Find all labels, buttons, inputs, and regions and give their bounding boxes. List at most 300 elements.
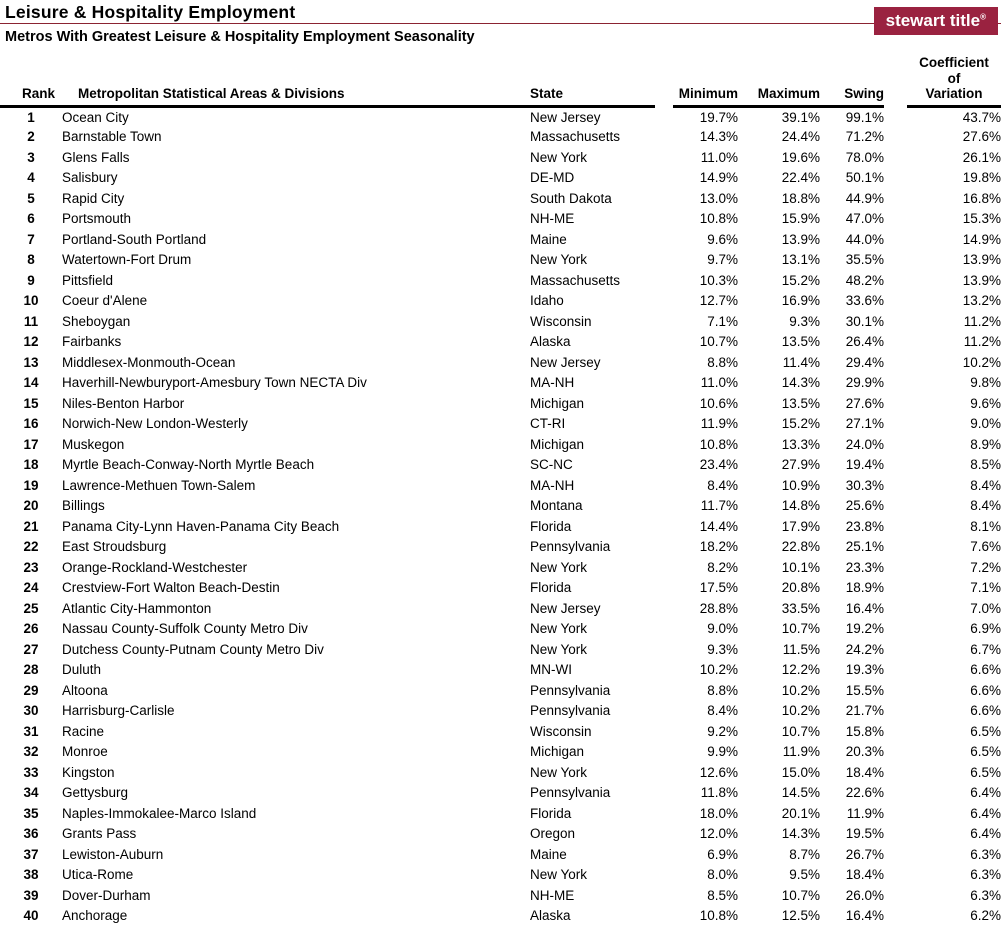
metro-cell: Utica-Rome [62,867,134,883]
metro-cell: Niles-Benton Harbor [62,395,185,411]
spacer-cell [884,352,907,373]
swing-cell: 30.3% [845,477,884,493]
metro-cell: Duluth [62,662,102,678]
metro-cell: Middlesex-Monmouth-Ocean [62,354,236,370]
rank-cell: 17 [23,436,39,452]
rank-cell: 7 [27,231,35,247]
rank-cell: 16 [23,416,39,432]
metro-cell: Harrisburg-Carlisle [62,703,175,719]
spacer-cell [655,906,673,927]
spacer-cell [655,598,673,619]
metro-cell: Portland-South Portland [62,231,207,247]
metro-cell: Ocean City [62,109,129,125]
maximum-cell: 9.5% [789,867,820,883]
rank-cell: 13 [23,354,39,370]
spacer-cell [884,598,907,619]
swing-cell: 22.6% [845,785,884,801]
table-row [0,209,1001,230]
minimum-cell: 10.8% [699,436,738,452]
state-cell: Alaska [530,334,571,350]
table-row [0,147,1001,168]
maximum-cell: 13.5% [781,395,820,411]
swing-cell: 20.3% [845,744,884,760]
spacer-cell [884,680,907,701]
state-cell: New York [530,252,588,268]
maximum-cell: 10.7% [781,723,820,739]
state-cell: CT-RI [530,416,566,432]
spacer-cell [884,844,907,865]
coefficient-of-variation-cell: 9.0% [970,416,1001,432]
table-row [0,762,1001,783]
swing-cell: 24.0% [845,436,884,452]
rank-cell: 8 [27,252,35,268]
spacer-cell [884,147,907,168]
spacer-cell [655,844,673,865]
table-row [0,906,1001,927]
coefficient-of-variation-cell: 8.9% [970,436,1001,452]
spacer-cell [655,434,673,455]
table-row [0,639,1001,660]
maximum-cell: 13.9% [781,231,820,247]
maximum-cell: 20.8% [781,580,820,596]
table-row [0,783,1001,804]
state-cell: New York [530,621,588,637]
coefficient-of-variation-cell: 6.4% [970,826,1001,842]
title-rule [0,23,1001,24]
minimum-cell: 10.8% [699,908,738,924]
table-row [0,127,1001,148]
metro-cell: Panama City-Lynn Haven-Panama City Beach [62,518,340,534]
table-row [0,578,1001,599]
metro-cell: East Stroudsburg [62,539,167,555]
metro-cell: Salisbury [62,170,118,186]
coefficient-of-variation-cell: 26.1% [962,149,1001,165]
coefficient-of-variation-cell: 43.7% [962,109,1001,125]
rank-cell: 4 [27,170,35,186]
metro-cell: Dutchess County-Putnam County Metro Div [62,641,324,657]
minimum-cell: 10.6% [699,395,738,411]
rank-cell: 5 [27,190,35,206]
spacer-cell [655,147,673,168]
spacer-cell [884,496,907,517]
table-row [0,865,1001,886]
state-cell: Wisconsin [530,723,592,739]
spacer-cell [884,578,907,599]
swing-cell: 29.4% [845,354,884,370]
coefficient-of-variation-cell: 11.2% [963,313,1001,329]
swing-cell: 19.3% [845,662,884,678]
spacer-cell [884,557,907,578]
coefficient-of-variation-cell: 8.4% [970,477,1001,493]
spacer-cell [884,127,907,148]
swing-cell: 71.2% [845,129,884,145]
table-header [0,46,1001,106]
swing-cell: 47.0% [845,211,884,227]
maximum-cell: 13.3% [781,436,820,452]
metro-cell: Lawrence-Methuen Town-Salem [62,477,256,493]
metro-cell: Rapid City [62,190,125,206]
coefficient-of-variation-cell: 11.2% [963,334,1001,350]
spacer-cell [884,721,907,742]
header-spacer [655,46,673,106]
spacer-cell [884,434,907,455]
spacer-cell [655,557,673,578]
swing-cell: 44.0% [845,231,884,247]
maximum-cell: 16.9% [781,293,820,309]
state-cell: South Dakota [530,190,612,206]
coefficient-of-variation-cell: 6.6% [970,703,1001,719]
metro-cell: Orange-Rockland-Westchester [62,559,248,575]
spacer-cell [884,516,907,537]
swing-cell: 78.0% [845,149,884,165]
maximum-cell: 14.8% [781,498,820,514]
state-cell: New York [530,149,588,165]
rank-cell: 22 [23,539,39,555]
minimum-cell: 11.0% [700,149,738,165]
rank-cell: 36 [23,826,39,842]
swing-cell: 29.9% [845,375,884,391]
spacer-cell [655,803,673,824]
minimum-cell: 8.2% [707,559,738,575]
coefficient-of-variation-cell: 9.6% [970,395,1001,411]
state-cell: Massachusetts [530,272,621,288]
metro-cell: Muskegon [62,436,125,452]
minimum-cell: 9.2% [707,723,738,739]
state-cell: Michigan [530,395,585,411]
state-cell: Wisconsin [530,313,592,329]
maximum-cell: 10.7% [781,887,820,903]
swing-cell: 33.6% [845,293,884,309]
state-cell: Florida [530,518,572,534]
spacer-cell [655,885,673,906]
col-header-metro: Metropolitan Statistical Areas & Divisions [62,46,530,106]
spacer-cell [655,209,673,230]
metro-cell: Altoona [62,682,108,698]
metro-cell: Kingston [62,764,115,780]
state-cell: Pennsylvania [530,682,611,698]
maximum-cell: 10.2% [781,682,820,698]
cov-header-line2: of [947,70,961,86]
coefficient-of-variation-cell: 27.6% [962,129,1001,145]
maximum-cell: 15.9% [781,211,820,227]
page-title: Leisure & Hospitality Employment [5,2,296,22]
metro-cell: Dover-Durham [62,887,151,903]
coefficient-of-variation-cell: 14.9% [962,231,1001,247]
spacer-cell [884,762,907,783]
spacer-cell [655,639,673,660]
metro-cell: Norwich-New London-Westerly [62,416,248,432]
coefficient-of-variation-cell: 6.6% [970,662,1001,678]
coefficient-of-variation-cell: 13.9% [962,252,1001,268]
maximum-cell: 13.1% [781,252,820,268]
spacer-cell [884,639,907,660]
swing-cell: 26.7% [845,846,884,862]
spacer-cell [655,742,673,763]
maximum-cell: 15.2% [781,272,820,288]
swing-cell: 26.4% [845,334,884,350]
swing-cell: 24.2% [845,641,884,657]
spacer-cell [655,270,673,291]
metro-cell: Nassau County-Suffolk County Metro Div [62,621,308,637]
minimum-cell: 23.4% [699,457,738,473]
rank-cell: 32 [23,744,39,760]
table-row [0,598,1001,619]
metro-cell: Racine [62,723,105,739]
state-cell: New York [530,867,588,883]
swing-cell: 11.9% [846,805,884,821]
maximum-cell: 10.2% [781,703,820,719]
swing-cell: 99.1% [845,109,884,125]
spacer-cell [884,270,907,291]
spacer-cell [884,311,907,332]
table-row [0,844,1001,865]
minimum-cell: 10.7% [699,334,738,350]
spacer-cell [884,824,907,845]
spacer-cell [655,516,673,537]
coefficient-of-variation-cell: 6.7% [970,641,1001,657]
spacer-cell [655,291,673,312]
state-cell: Pennsylvania [530,703,611,719]
spacer-cell [655,414,673,435]
coefficient-of-variation-cell: 6.5% [970,744,1001,760]
metro-cell: Billings [62,498,105,514]
spacer-cell [655,127,673,148]
spacer-cell [655,660,673,681]
maximum-cell: 12.2% [781,662,820,678]
table-row [0,721,1001,742]
minimum-cell: 9.7% [707,252,738,268]
spacer-cell [884,803,907,824]
table-row [0,311,1001,332]
rank-cell: 1 [27,109,35,125]
metro-cell: Coeur d'Alene [62,293,148,309]
coefficient-of-variation-cell: 7.2% [970,559,1001,575]
spacer-cell [655,865,673,886]
state-cell: SC-NC [530,457,573,473]
rank-cell: 38 [23,867,39,883]
swing-cell: 35.5% [845,252,884,268]
table-row [0,496,1001,517]
spacer-cell [655,762,673,783]
table-row [0,455,1001,476]
swing-cell: 23.3% [845,559,884,575]
table-body [0,106,1001,926]
coefficient-of-variation-cell: 6.5% [970,723,1001,739]
swing-cell: 44.9% [845,190,884,206]
spacer-cell [655,701,673,722]
minimum-cell: 6.9% [707,846,738,862]
maximum-cell: 12.5% [781,908,820,924]
spacer-cell [884,250,907,271]
rank-cell: 6 [27,211,35,227]
minimum-cell: 19.7% [699,109,738,125]
rank-cell: 39 [23,887,39,903]
coefficient-of-variation-cell: 6.9% [970,621,1001,637]
rank-cell: 24 [23,580,39,596]
swing-cell: 23.8% [845,518,884,534]
rank-cell: 37 [23,846,39,862]
swing-cell: 25.6% [845,498,884,514]
rank-cell: 30 [23,703,39,719]
rank-cell: 25 [23,600,39,616]
cov-header-line3: Variation [925,86,983,101]
table-row [0,352,1001,373]
maximum-cell: 27.9% [781,457,820,473]
coefficient-of-variation-cell: 8.5% [970,457,1001,473]
rank-cell: 21 [23,518,39,534]
col-header-minimum: Minimum [673,46,738,106]
state-cell: New Jersey [530,354,601,370]
rank-cell: 28 [23,662,39,678]
rank-cell: 11 [23,313,39,329]
metro-cell: Gettysburg [62,785,129,801]
maximum-cell: 11.5% [782,641,820,657]
minimum-cell: 8.8% [707,682,738,698]
minimum-cell: 12.0% [699,826,738,842]
table-row [0,885,1001,906]
minimum-cell: 11.8% [700,785,738,801]
rank-cell: 35 [23,805,39,821]
spacer-cell [884,475,907,496]
rank-cell: 23 [23,559,39,575]
spacer-cell [884,455,907,476]
coefficient-of-variation-cell: 6.3% [970,846,1001,862]
seasonality-table [0,46,1001,926]
spacer-cell [884,701,907,722]
coefficient-of-variation-cell: 16.8% [962,190,1001,206]
spacer-cell [884,229,907,250]
spacer-cell [655,106,673,127]
spacer-cell [884,373,907,394]
report-page [0,2,1001,933]
spacer-cell [655,578,673,599]
metro-cell: Sheboygan [62,313,131,329]
coefficient-of-variation-cell: 9.8% [970,375,1001,391]
coefficient-of-variation-cell: 13.9% [962,272,1001,288]
minimum-cell: 11.7% [700,498,738,514]
minimum-cell: 18.0% [699,805,738,821]
table-row [0,106,1001,127]
coefficient-of-variation-cell: 6.5% [970,764,1001,780]
minimum-cell: 10.2% [699,662,738,678]
table-row [0,229,1001,250]
col-header-coefficient-of-variation [907,46,1001,106]
state-cell: Oregon [530,826,576,842]
maximum-cell: 24.4% [781,129,820,145]
minimum-cell: 7.1% [707,313,738,329]
maximum-cell: 10.1% [781,559,820,575]
rank-cell: 40 [23,908,39,924]
metro-cell: Naples-Immokalee-Marco Island [62,805,257,821]
state-cell: Pennsylvania [530,539,611,555]
rank-cell: 33 [23,764,39,780]
table-row [0,373,1001,394]
table-row [0,393,1001,414]
spacer-cell [655,721,673,742]
spacer-cell [655,455,673,476]
spacer-cell [655,783,673,804]
spacer-cell [884,619,907,640]
maximum-cell: 11.4% [782,354,820,370]
minimum-cell: 8.8% [707,354,738,370]
table-row [0,168,1001,189]
coefficient-of-variation-cell: 6.3% [970,867,1001,883]
spacer-cell [655,332,673,353]
swing-cell: 15.8% [845,723,884,739]
spacer-cell [655,393,673,414]
coefficient-of-variation-cell: 7.0% [970,600,1001,616]
minimum-cell: 9.0% [707,621,738,637]
state-cell: DE-MD [530,170,575,186]
swing-cell: 18.4% [845,867,884,883]
metro-cell: Glens Falls [62,149,130,165]
spacer-cell [655,824,673,845]
maximum-cell: 13.5% [781,334,820,350]
table-row [0,270,1001,291]
table-row [0,475,1001,496]
spacer-cell [884,209,907,230]
spacer-cell [655,168,673,189]
stewart-title-logo [874,7,998,35]
header-spacer [884,46,907,106]
minimum-cell: 14.4% [699,518,738,534]
swing-cell: 19.4% [845,457,884,473]
maximum-cell: 19.6% [781,149,820,165]
coefficient-of-variation-cell: 15.3% [962,211,1001,227]
maximum-cell: 14.3% [781,826,820,842]
spacer-cell [884,906,907,927]
minimum-cell: 28.8% [699,600,738,616]
spacer-cell [655,475,673,496]
coefficient-of-variation-cell: 6.4% [970,785,1001,801]
spacer-cell [655,680,673,701]
metro-cell: Crestview-Fort Walton Beach-Destin [62,580,280,596]
table-row [0,291,1001,312]
state-cell: New York [530,559,588,575]
state-cell: New Jersey [530,600,601,616]
spacer-cell [884,783,907,804]
maximum-cell: 33.5% [781,600,820,616]
table-row [0,803,1001,824]
table-row [0,434,1001,455]
table-row [0,701,1001,722]
table-row [0,414,1001,435]
rank-cell: 20 [23,498,39,514]
rank-cell: 34 [23,785,39,801]
page-subtitle: Metros With Greatest Leisure & Hospitality Employment Seasonality [5,29,475,45]
minimum-cell: 12.6% [699,764,738,780]
minimum-cell: 17.5% [699,580,738,596]
minimum-cell: 8.4% [707,477,738,493]
spacer-cell [655,373,673,394]
spacer-cell [884,332,907,353]
state-cell: Montana [530,498,583,514]
minimum-cell: 8.0% [707,867,738,883]
maximum-cell: 15.0% [781,764,820,780]
rank-cell: 9 [27,272,35,288]
state-cell: New Jersey [530,109,601,125]
metro-cell: Haverhill-Newburyport-Amesbury Town NECTA Div [62,375,367,391]
table-row [0,824,1001,845]
rank-cell: 10 [23,293,39,309]
table-row [0,332,1001,353]
maximum-cell: 20.1% [781,805,820,821]
metro-cell: Pittsfield [62,272,114,288]
state-cell: Michigan [530,744,585,760]
state-cell: Michigan [530,436,585,452]
state-cell: Florida [530,805,572,821]
spacer-cell [884,393,907,414]
